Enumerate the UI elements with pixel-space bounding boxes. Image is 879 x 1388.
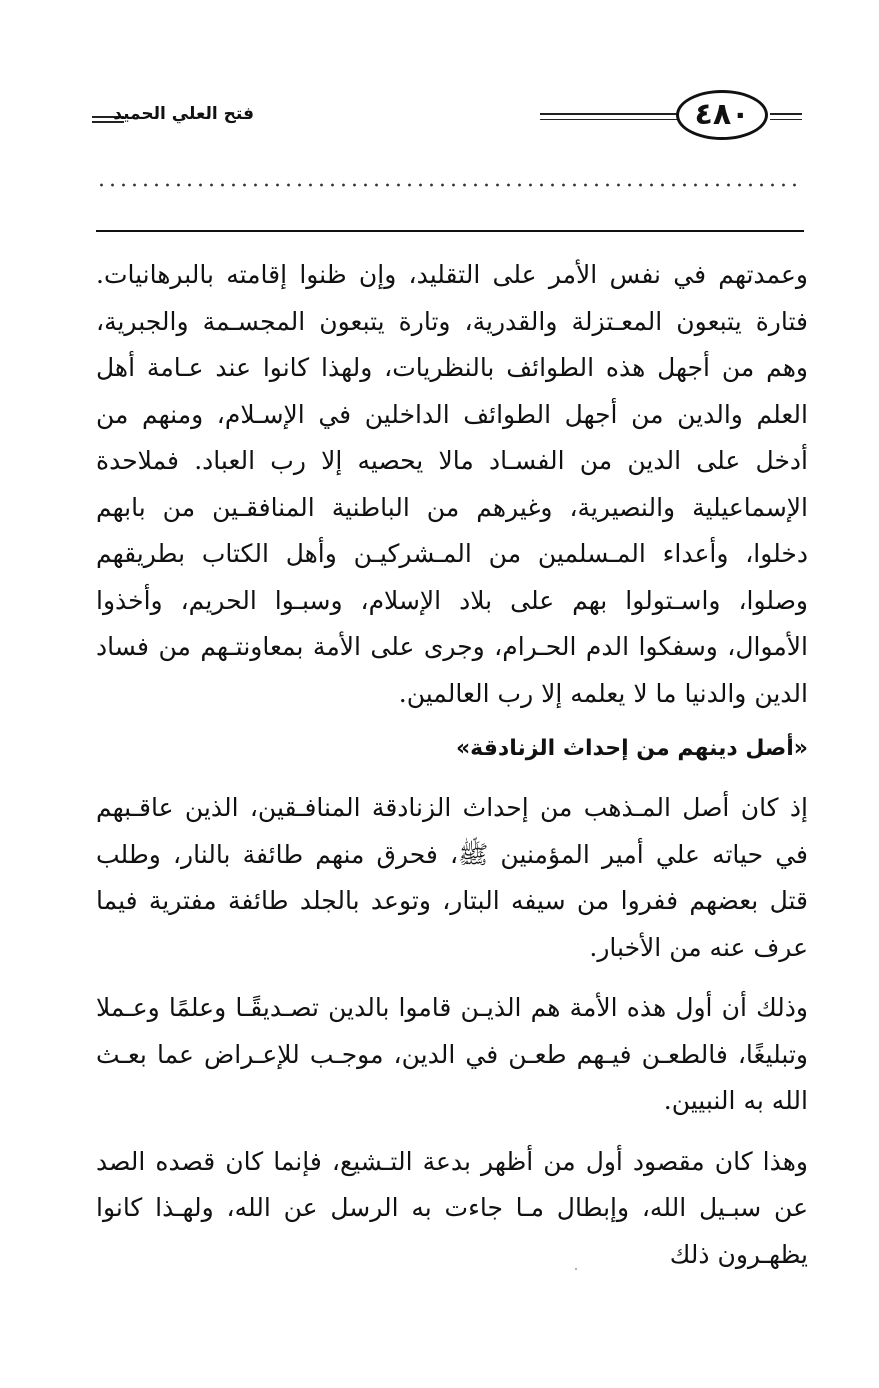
- book-title: فتح العلي الحميد: [113, 104, 254, 124]
- dotted-separator: [96, 180, 804, 190]
- header-rule-right: [770, 113, 802, 115]
- paragraph: وذلك أن أول هذه الأمة هم الذيـن قاموا بالدين تصـديقًـا وعلمًا وعـملا وتبليغًا، فالطعـن فيـهم طعـن في الدين، موجـب للإعـراض عما بعـث الله به النبيين.: [96, 993, 808, 1115]
- paragraph: وعمدتهم في نفس الأمر على التقليد، وإن ظنوا إقامته بالبرهانيات. فتارة يتبعون المعـتزلة والقدرية، وتارة يتبعون المجسـمة والجبرية، وهم من أجهل هذه الطوائف بالنظريات، ولهذا كانوا عند عـامة أهل العلم والدين من أجهل الطوائف الداخلين في الإسـلام، ومنهم من أدخل على الدين من الفسـاد مالا يحصيه إلا رب العباد. فملاحدة الإسماعيلية والنصيرية، وغيرهم من الباطنية المنافقـين من بابهم دخلوا، وأعداء المـسلمين من المـشركيـن وأهل الكتاب بطريقهم وصلوا، واسـتولوا بهم على بلاد الإسلام، وسبـوا الحريم، وأخذوا الأموال، وسفكوا الدم الحـرام، وجرى على الأمة بمعاونتـهم من فساد الدين والدنيا ما لا يعلمه إلا رب العالمين.: [96, 260, 808, 708]
- paragraph: وهذا كان مقصود أول من أظهر بدعة التـشيع، فإنما كان قصده الصد عن سبـيل الله، وإبطال مـا جاءت به الرسل عن الله، ولهـذا كانوا يظهـرون ذلك: [96, 1146, 808, 1269]
- header-rule-left: [540, 119, 678, 120]
- page-header: [0, 0, 879, 240]
- page-body: [96, 252, 808, 1278]
- section-heading: «أصل دينهم من إحداث الزنادقة»: [455, 736, 808, 761]
- paragraph: إذ كان أصل المـذهب من إحداث الزنادقة المنافـقين، الذين عاقـبهم في حياته علي أمير المؤمنين ﷺ، فحرق منهم طائفة بالنار، وطلب قتل بعضهم ففروا من سيفه البتار، وتوعد بالجلد طائفة مفترية فيما عرف عنه من الأخبار.: [96, 793, 808, 962]
- header-rule: [96, 230, 804, 232]
- page-number: ٤٨٠: [694, 97, 750, 132]
- scan-speck: [575, 1268, 577, 1270]
- header-rule-right: [770, 119, 802, 120]
- header-rule-left: [540, 113, 678, 115]
